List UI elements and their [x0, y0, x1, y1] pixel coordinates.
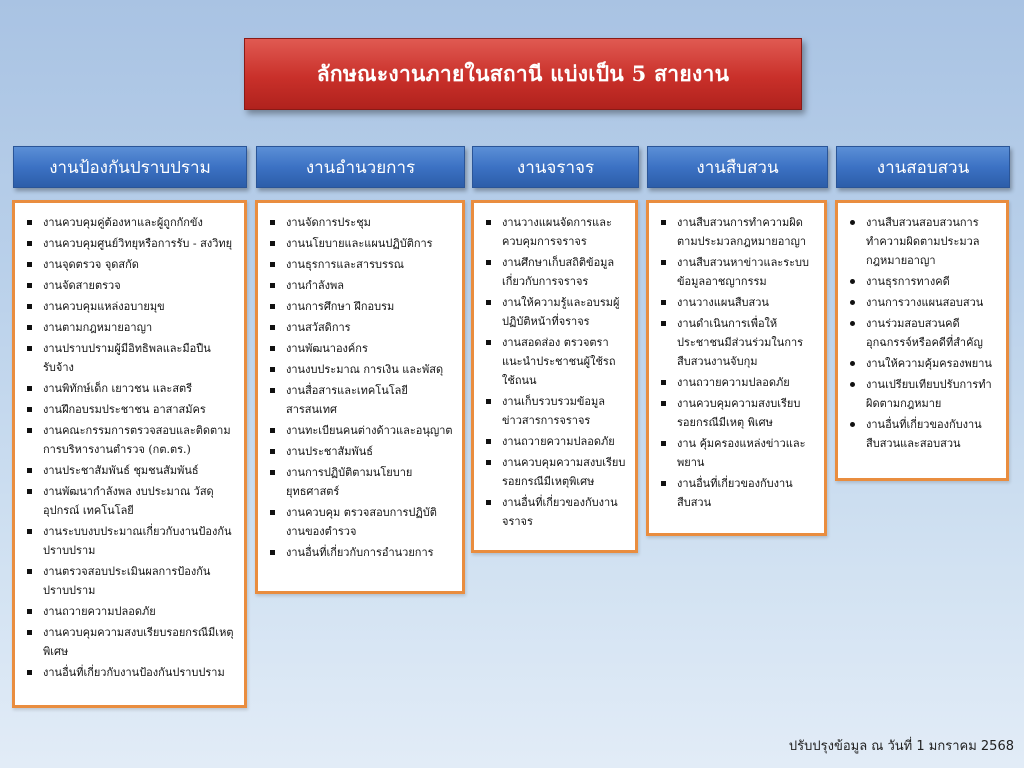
column-box-administration: [255, 200, 465, 594]
list-item: งานสืบสวนหาข่าวและระบบข้อมูลอาชญากรรม: [677, 253, 816, 291]
list-item: งานพัฒนากำลังพล งบประมาณ วัสดุอุปกรณ์ เทคโนโลยี: [43, 482, 236, 520]
page-title: ลักษณะงานภายในสถานี แบ่งเป็น 5 สายงาน: [244, 38, 802, 110]
list-item: งานฝึกอบรมประชาชน อาสาสมัคร: [43, 400, 236, 419]
list-item: งานธุรการและสารบรรณ: [286, 255, 454, 274]
list-item: งานให้ความรู้และอบรมผู้ปฏิบัติหน้าที่จราจร: [502, 293, 627, 331]
column-header-traffic: งานจราจร: [472, 146, 639, 188]
update-date-note: ปรับปรุงข้อมูล ณ วันที่ 1 มกราคม 2568: [788, 739, 1014, 754]
list-item: งานควบคุมความสงบเรียบรอยกรณีมีเหตุ พิเศษ: [677, 394, 816, 432]
list-item: งานพิทักษ์เด็ก เยาวชน และสตรี: [43, 379, 236, 398]
list-item: งานสื่อสารและเทคโนโลยีสารสนเทศ: [286, 381, 454, 419]
list-item: งานวางแผนสืบสวน: [677, 293, 816, 312]
list-item: งานถวายความปลอดภัย: [677, 373, 816, 392]
item-list: [649, 203, 824, 522]
list-item: งานสอดส่อง ตรวจตรา แนะนำประชาชนผู้ใช้รถใช้ถนน: [502, 333, 627, 390]
list-item: งานควบคุมความสงบเรียบรอยกรณีมีเหตุพิเศษ: [502, 453, 627, 491]
list-item: งานการปฏิบัติตามนโยบายยุทธศาสตร์: [286, 463, 454, 501]
list-item: งานควบคุมศูนย์วิทยุหรือการรับ - สงวิทยุ: [43, 234, 236, 253]
list-item: งานวางแผนจัดการและควบคุมการจราจร: [502, 213, 627, 251]
list-item: งานประชาสัมพันธ์ ชุมชนสัมพันธ์: [43, 461, 236, 480]
list-item: งานอื่นที่เกี่ยวของกับงานสืบสวน: [677, 474, 816, 512]
column-box-investigation: [646, 200, 827, 536]
list-item: งานพัฒนาองค์กร: [286, 339, 454, 358]
list-item: งานธุรการทางคดี: [866, 272, 998, 291]
list-item: งาน คุ้มครองแหล่งข่าวและพยาน: [677, 434, 816, 472]
item-list: [258, 203, 462, 572]
list-item: งานการวางแผนสอบสวน: [866, 293, 998, 312]
list-item: งานถวายความปลอดภัย: [502, 432, 627, 451]
list-item: งานสืบสวนการทำความผิดตามประมวลกฎหมายอาญา: [677, 213, 816, 251]
list-item: งานตรวจสอบประเมินผลการป้องกันปราบปราม: [43, 562, 236, 600]
column-box-traffic: [471, 200, 638, 553]
list-item: งานอื่นที่เกี่ยวของกับงานสืบสวนและสอบสวน: [866, 415, 998, 453]
list-item: งานนโยบายและแผนปฏิบัติการ: [286, 234, 454, 253]
list-item: งานทะเบียนคนต่างด้าวและอนุญาต: [286, 421, 454, 440]
list-item: งานกำลังพล: [286, 276, 454, 295]
list-item: งานถวายความปลอดภัย: [43, 602, 236, 621]
column-header-inquiry: งานสอบสวน: [836, 146, 1010, 188]
list-item: งานศึกษาเก็บสถิติข้อมูลเกี่ยวกับการจราจร: [502, 253, 627, 291]
list-item: งานสวัสดิการ: [286, 318, 454, 337]
list-item: งานจัดการประชุม: [286, 213, 454, 232]
item-list: [15, 203, 244, 692]
list-item: งานอื่นที่เกี่ยวกับการอำนวยการ: [286, 543, 454, 562]
list-item: งานอื่นที่เกี่ยวกับงานป้องกันปราบปราม: [43, 663, 236, 682]
column-header-administration: งานอำนวยการ: [256, 146, 465, 188]
list-item: งานเปรียบเทียบปรับการทำผิดตามกฎหมาย: [866, 375, 998, 413]
list-item: งานคณะกรรมการตรวจสอบและติดตามการบริหารงานตำรวจ (กต.ตร.): [43, 421, 236, 459]
list-item: งานดำเนินการเพื่อให้ประชาชนมีส่วนร่วมในการสืบสวนงานจับกุม: [677, 314, 816, 371]
list-item: งานระบบงบประมาณเกี่ยวกับงานป้องกันปราบปราม: [43, 522, 236, 560]
list-item: งานควบคุม ตรวจสอบการปฏิบัติงานของตำรวจ: [286, 503, 454, 541]
list-item: งานให้ความคุ้มครองพยาน: [866, 354, 998, 373]
column-box-inquiry: [835, 200, 1009, 481]
list-item: งานงบประมาณ การเงิน และพัสดุ: [286, 360, 454, 379]
list-item: งานควบคุมแหล่งอบายมุข: [43, 297, 236, 316]
list-item: งานจุดตรวจ จุดสกัด: [43, 255, 236, 274]
list-item: งานประชาสัมพันธ์: [286, 442, 454, 461]
list-item: งานอื่นที่เกี่ยวของกับงานจราจร: [502, 493, 627, 531]
column-header-investigation: งานสืบสวน: [647, 146, 828, 188]
list-item: งานปราบปรามผู้มีอิทธิพลและมือปืนรับจ้าง: [43, 339, 236, 377]
list-item: งานจัดสายตรวจ: [43, 276, 236, 295]
list-item: งานการศึกษา ฝึกอบรม: [286, 297, 454, 316]
list-item: งานเก็บรวบรวมข้อมูลข่าวสารการจราจร: [502, 392, 627, 430]
list-item: งานควบคุมคู่ต้องหาและผู้ถูกกักขัง: [43, 213, 236, 232]
item-list: [474, 203, 635, 541]
list-item: งานควบคุมความสงบเรียบรอยกรณีมีเหตุพิเศษ: [43, 623, 236, 661]
column-header-prevention: งานป้องกันปราบปราม: [13, 146, 247, 188]
item-list: [838, 203, 1006, 463]
list-item: งานสืบสวนสอบสวนการทำความผิดตามประมวลกฎหมายอาญา: [866, 213, 998, 270]
list-item: งานตามกฎหมายอาญา: [43, 318, 236, 337]
list-item: งานร่วมสอบสวนคดีอุกฉกรรจ์หรือคดีที่สำคัญ: [866, 314, 998, 352]
column-box-prevention: [12, 200, 247, 708]
